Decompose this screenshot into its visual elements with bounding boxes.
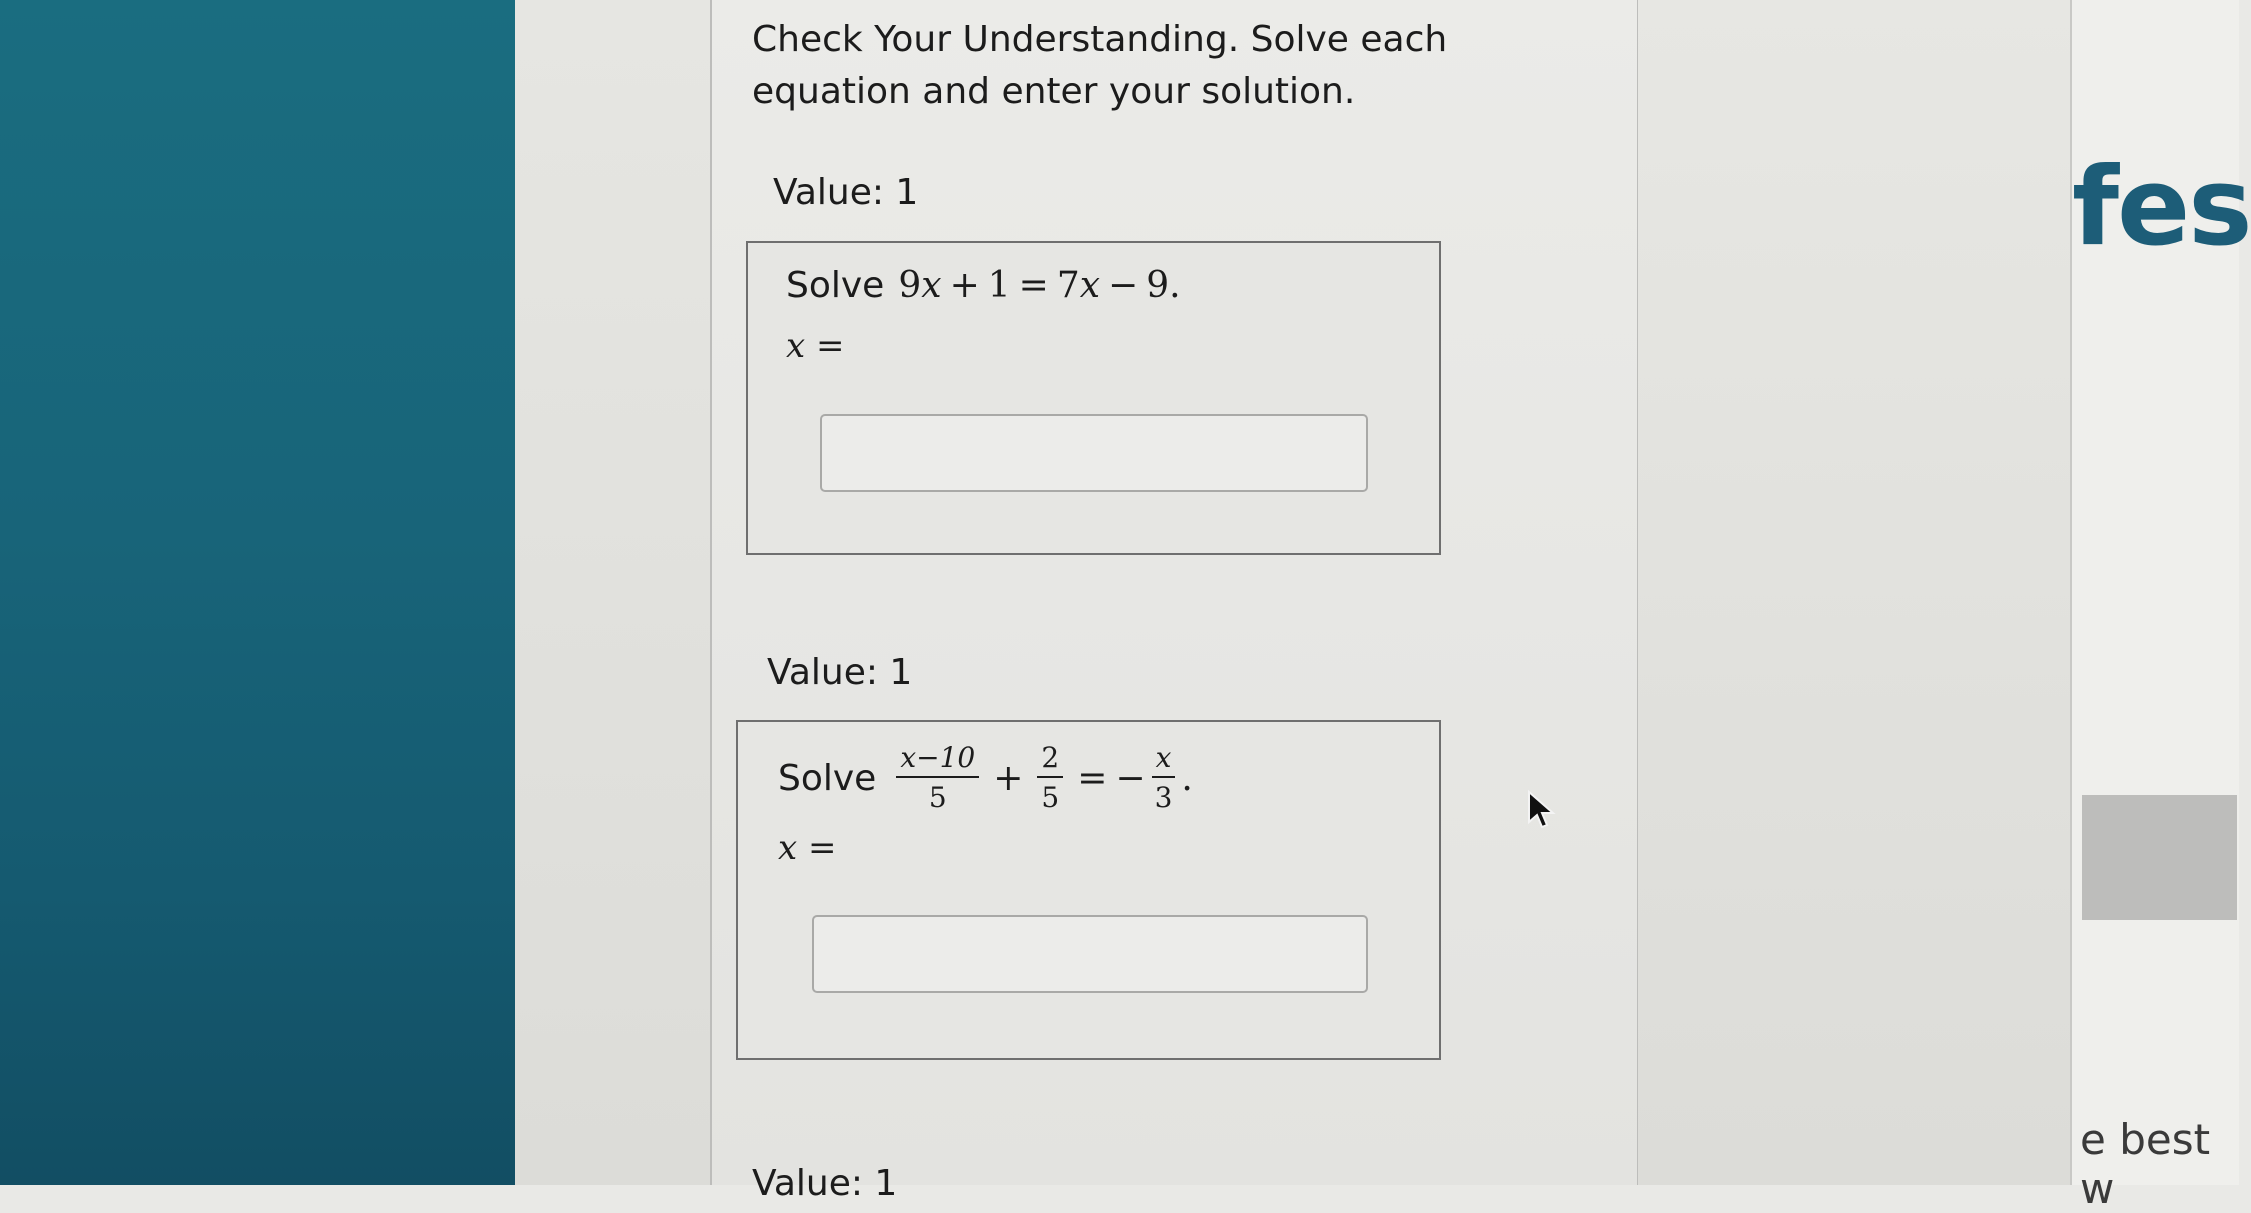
solve-label: Solve <box>786 265 885 306</box>
fraction-1-denominator: 5 <box>928 781 947 814</box>
question-1-value: Value: 1 <box>773 172 919 213</box>
operator: − <box>1108 265 1139 306</box>
background-window-text: e best w <box>2080 1115 2211 1213</box>
answer-1-input[interactable] <box>820 414 1368 492</box>
coefficient: 7 <box>1056 265 1080 306</box>
answer-1-label-text: x = <box>786 326 845 366</box>
equation-1 <box>898 265 1180 306</box>
operator: + <box>993 757 1024 799</box>
constant: 9 <box>1146 265 1170 306</box>
fraction-1 <box>896 742 979 814</box>
coefficient: 9 <box>898 265 922 306</box>
solve-label: Solve <box>778 757 877 799</box>
constant: 1 <box>987 265 1011 306</box>
background-window-heading: fes <box>2072 145 2251 270</box>
equals-sign: = <box>1077 757 1108 799</box>
answer-2-input[interactable] <box>812 915 1368 993</box>
page-margin-right <box>1638 0 2070 1185</box>
fraction-2 <box>1037 742 1063 814</box>
period: . <box>1181 757 1193 799</box>
question-2-value: Value: 1 <box>767 652 913 693</box>
background-window-band <box>2082 795 2237 920</box>
variable: x <box>921 265 942 306</box>
operator: + <box>949 265 980 306</box>
question-1-prompt <box>786 265 1181 306</box>
fraction-3-numerator: x <box>1155 741 1172 774</box>
question-2-prompt <box>778 742 1193 814</box>
equation-2 <box>890 742 1192 814</box>
variable: x <box>1079 265 1101 306</box>
page-margin-left <box>515 0 730 1185</box>
desktop-background-left <box>0 0 515 1185</box>
instructions-text: Check Your Understanding. Solve each equation and enter your solution. <box>752 19 1448 112</box>
answer-2-label <box>778 828 836 868</box>
fraction-3 <box>1152 742 1176 814</box>
fraction-1-numerator: x−10 <box>900 741 976 774</box>
equals-sign: = <box>1018 265 1049 306</box>
fraction-2-denominator: 5 <box>1041 781 1060 814</box>
period: . <box>1169 265 1181 306</box>
question-3-value: Value: 1 <box>752 1163 898 1204</box>
negative-sign: − <box>1115 757 1146 799</box>
fraction-2-numerator: 2 <box>1037 742 1063 778</box>
answer-1-label <box>786 326 844 366</box>
mouse-pointer-icon <box>1527 790 1557 830</box>
answer-2-label-text: x = <box>778 828 837 868</box>
fraction-3-denominator: 3 <box>1154 781 1173 814</box>
